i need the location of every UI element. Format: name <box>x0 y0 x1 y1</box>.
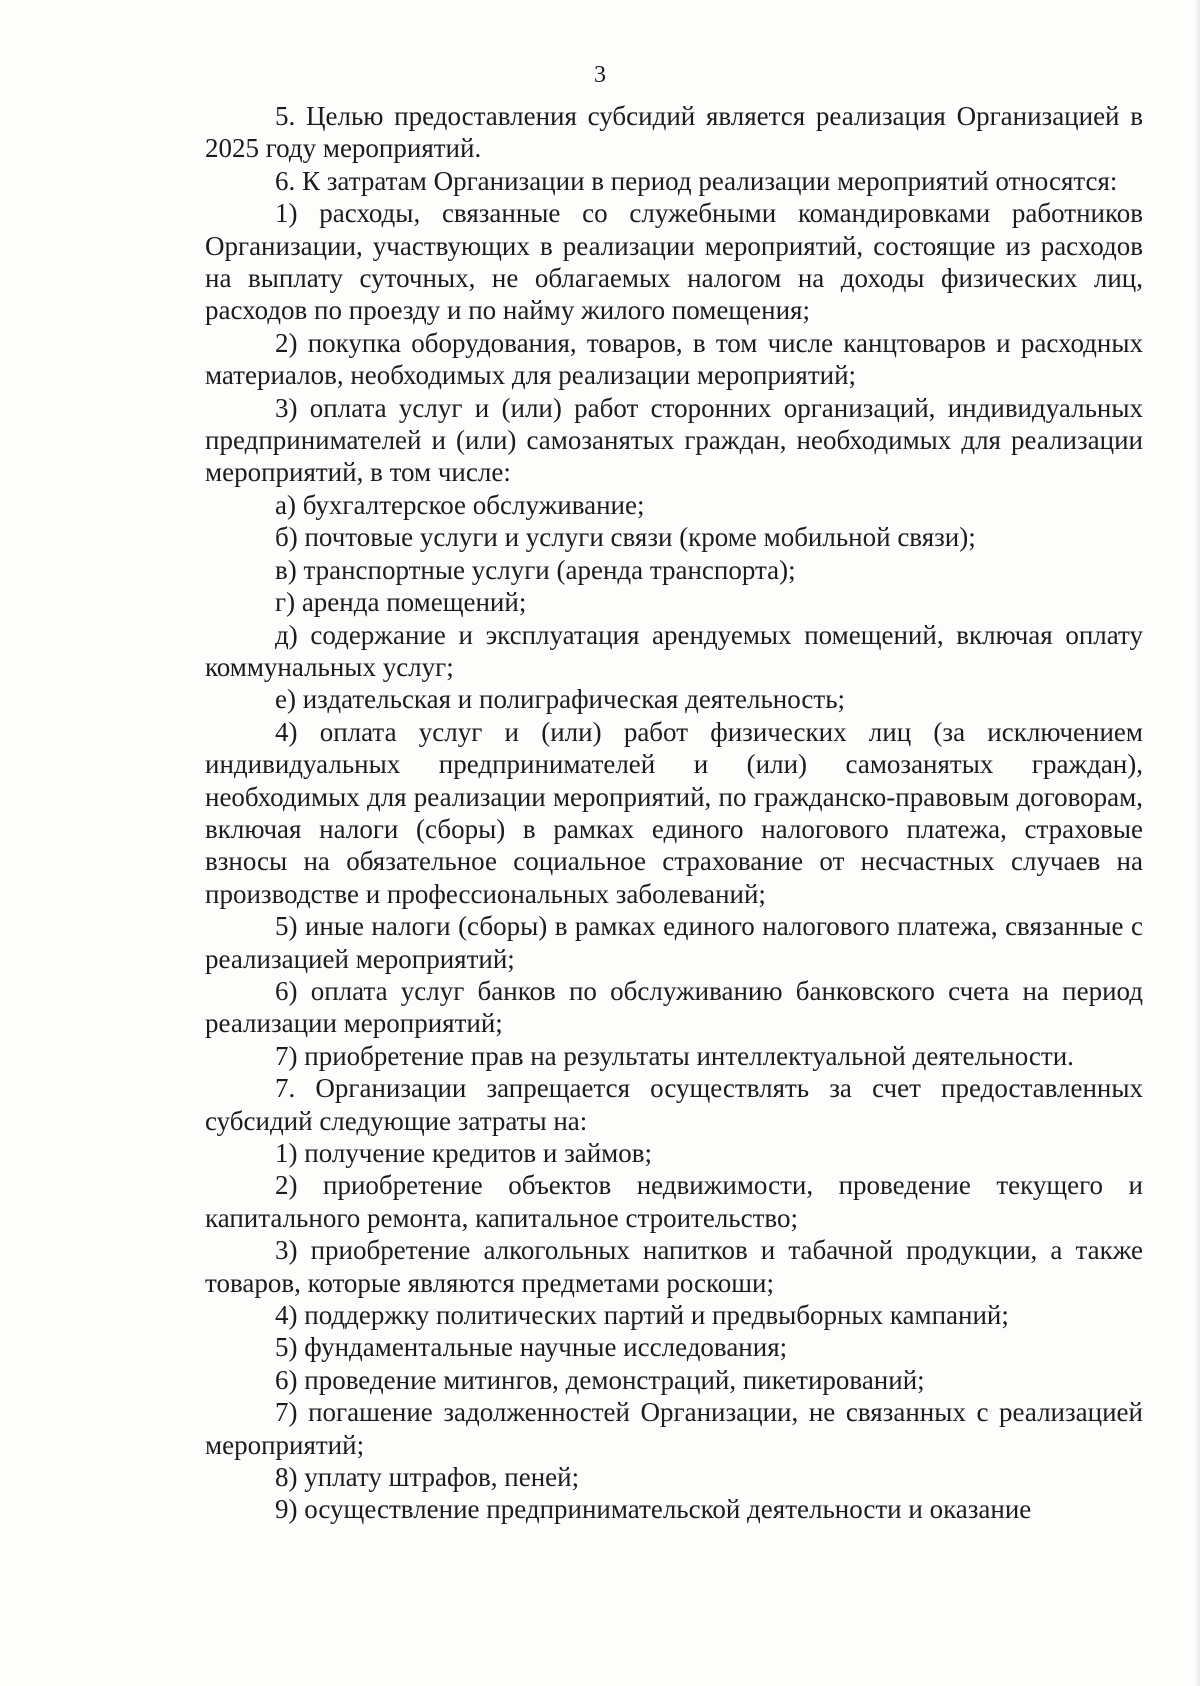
list-item: 6) оплата услуг банков по обслуживанию банковского счета на период реализации мероприятий; <box>205 975 1143 1039</box>
paragraph-7-prohibitions-heading: 7. Организации запрещается осуществлять за счет предоставленных субсидий следующие затраты на: <box>205 1073 1143 1136</box>
list-item: 5) фундаментальные научные исследования; <box>275 1332 788 1363</box>
list-item: 7) погашение задолженностей Организации, не связанных с реализацией мероприятий; <box>205 1397 1143 1460</box>
list-item: 3) оплата услуг и (или) работ сторонних организаций, индивидуальных предпринимателей и (или) самозанятых граждан, необходимых для реализации мероприятий, в том числе: <box>205 392 1143 488</box>
sub-list-item: е) издательская и полиграфическая деятельность; <box>275 684 846 715</box>
list-item: 4) поддержку политических партий и предвыборных кампаний; <box>275 1300 1009 1331</box>
list-item: 6) проведение митингов, демонстраций, пикетирований; <box>275 1364 925 1395</box>
list-item: 7) приобретение прав на результаты интеллектуальной деятельности. <box>275 1040 1074 1071</box>
list-item: 4) оплата услуг и (или) работ физических лиц (за исключением индивидуальных предпринимателей и (или) самозанятых граждан), необходимых для реализации мероприятий, по гражданско-правовым договорам, включая налоги (сборы) в рамках единого налогового платежа, страховые взносы на обязательное социальное страхование от несчастных случаев на производстве и профессиональных заболеваний; <box>205 716 1143 909</box>
sub-list-item: в) транспортные услуги (аренда транспорта); <box>275 554 796 585</box>
list-item: 1) получение кредитов и займов; <box>275 1138 653 1168</box>
list-item: 9) осуществление предпринимательской деятельности и оказание <box>275 1494 1032 1525</box>
document-body <box>205 100 1143 1526</box>
scan-edge-shadow <box>1194 0 1200 1686</box>
list-item: 2) покупка оборудования, товаров, в том числе канцтоваров и расходных материалов, необходимых для реализации мероприятий; <box>205 327 1143 391</box>
paragraph-6-expenses-heading: 6. К затратам Организации в период реализации мероприятий относятся: <box>275 165 1118 196</box>
list-item: 5) иные налоги (сборы) в рамках единого налогового платежа, связанные с реализацией мероприятий; <box>205 911 1143 974</box>
list-item: 2) приобретение объектов недвижимости, проведение текущего и капитального ремонта, капитальное строительство; <box>205 1170 1143 1233</box>
paragraph-5-purpose: 5. Целью предоставления субсидий является реализация Организацией в 2025 году мероприятий. <box>205 101 1143 164</box>
list-item: 3) приобретение алкогольных напитков и табачной продукции, а также товаров, которые являются предметами роскоши; <box>205 1235 1143 1298</box>
sub-list-item: г) аренда помещений; <box>275 587 527 618</box>
sub-list-item: а) бухгалтерское обслуживание; <box>275 489 645 520</box>
sub-list-item: б) почтовые услуги и услуги связи (кроме мобильной связи); <box>275 522 976 553</box>
list-item: 1) расходы, связанные со служебными командировками работников Организации, участвующих в реализации мероприятий, состоящие из расходов на выплату суточных, не облагаемых налогом на доходы физических лиц, расходов по проезду и по найму жилого помещения; <box>205 198 1143 326</box>
page-number: 3 <box>594 62 606 88</box>
sub-list-item: д) содержание и эксплуатация арендуемых помещений, включая оплату коммунальных услуг; <box>205 619 1143 682</box>
list-item: 8) уплату штрафов, пеней; <box>275 1462 580 1493</box>
